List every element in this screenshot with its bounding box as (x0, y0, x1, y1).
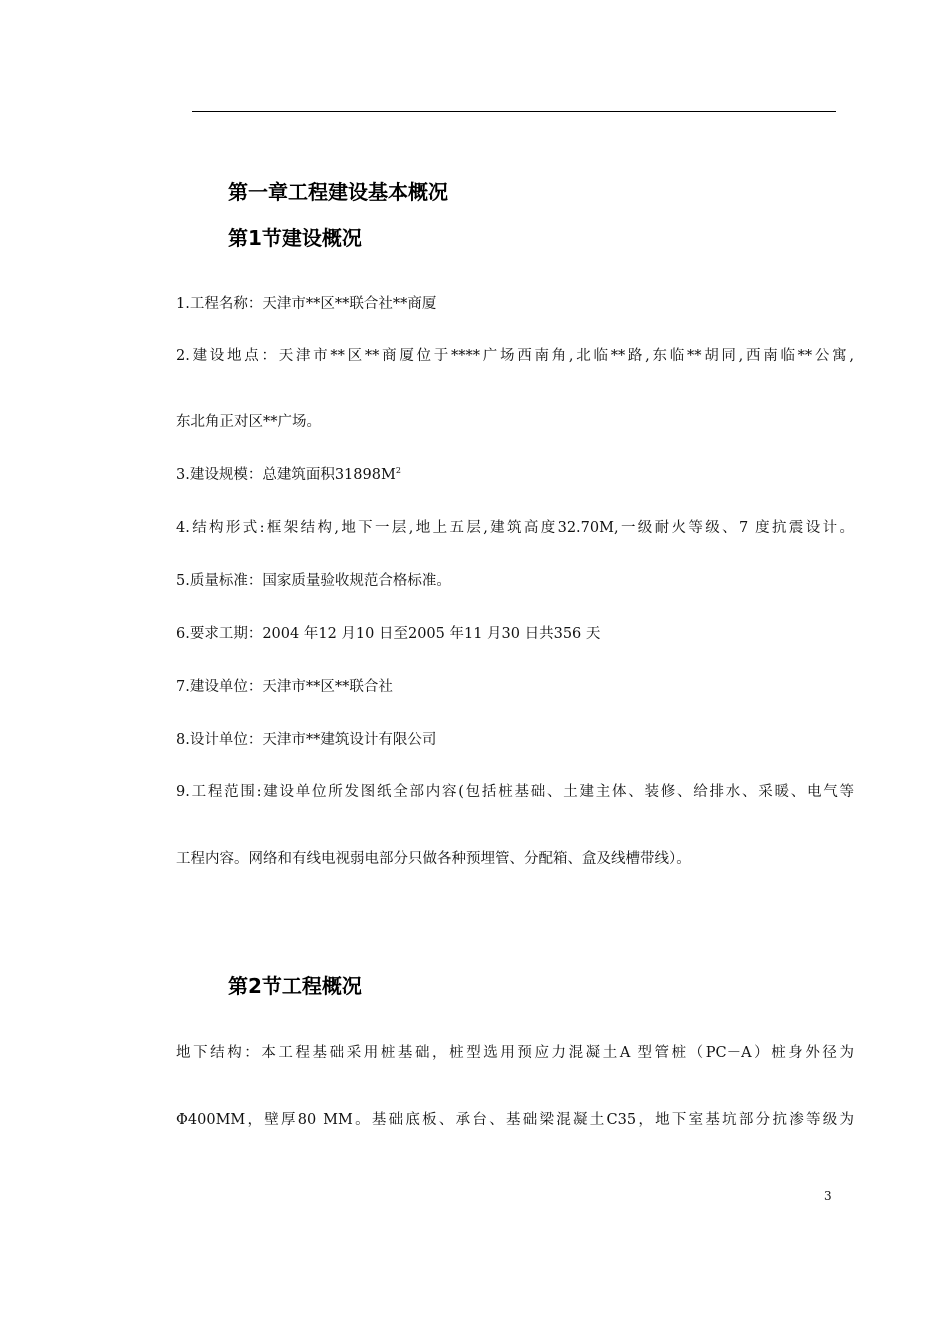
item-project-name: 1.工程名称：天津市**区**联合社**商厦 (176, 296, 437, 312)
item-scope: 9.工程范围:建设单位所发图纸全部内容(包括桩基础、土建主体、装修、给排水、采暖、电气等 (176, 784, 854, 800)
item-location-cont: 东北角正对区**广场。 (176, 414, 321, 430)
item-designer: 8.设计单位：天津市**建筑设计有限公司 (176, 732, 437, 748)
item-quality: 5.质量标准：国家质量验收规范合格标准。 (176, 573, 451, 589)
item-owner: 7.建设单位：天津市**区**联合社 (176, 679, 393, 695)
item-location: 2.建设地点：天津市**区**商厦位于****广场西南角,北临**路,东临**胡同,西南临**公寓, (176, 348, 854, 364)
page-number: 3 (824, 1189, 832, 1203)
item-schedule: 6.要求工期：2004 年12 月10 日至2005 年11 月30 日共356 天 (176, 626, 601, 642)
item-scope-cont: 工程内容。网络和有线电视弱电部分只做各种预埋管、分配箱、盒及线槽带线）。 (176, 851, 691, 867)
header-rule (192, 111, 836, 112)
section1-title: 第1节建设概况 (228, 226, 362, 250)
area-unit-superscript: 2 (395, 466, 401, 476)
section2-title: 第2节工程概况 (228, 974, 362, 998)
item-structure: 4.结构形式:框架结构,地下一层,地上五层,建筑高度32.70M,一级耐火等级、7 度抗震设计。 (176, 520, 854, 536)
section2-line-2: Φ400MM，壁厚80 MM。基础底板、承台、基础梁混凝土C35，地下室基坑部分抗渗等级为 (176, 1112, 854, 1128)
item-scale (176, 465, 401, 485)
section2-line-1: 地下结构：本工程基础采用桩基础，桩型选用预应力混凝土A 型管桩（PC－A）桩身外径为 (176, 1045, 854, 1061)
chapter-title: 第一章工程建设基本概况 (228, 180, 448, 204)
item-scale-text: 3.建设规模：总建筑面积31898M (176, 467, 396, 483)
